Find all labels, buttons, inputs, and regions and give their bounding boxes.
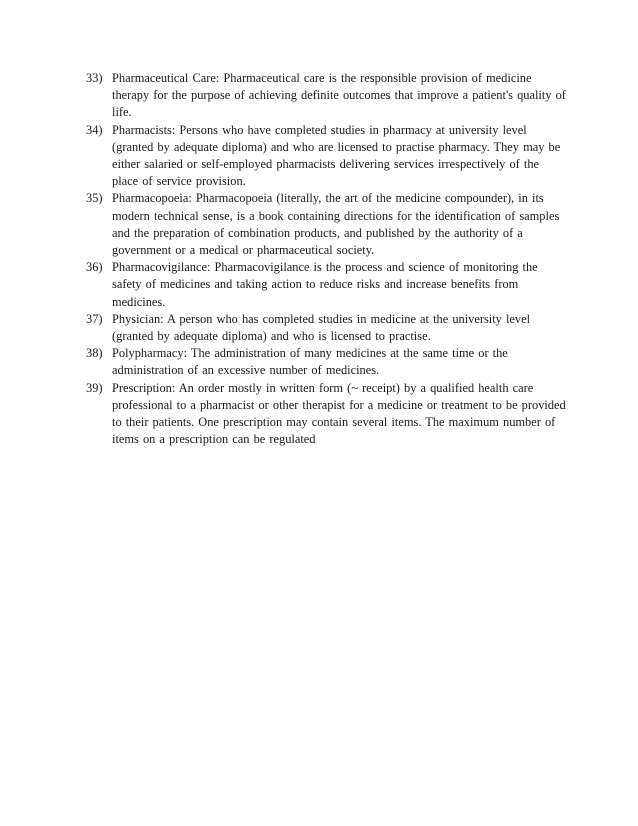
item-number: 38) bbox=[86, 346, 103, 361]
definitions-list bbox=[86, 70, 566, 448]
list-item bbox=[86, 380, 566, 449]
item-text: Prescription: An order mostly in written form (~ receipt) by a qualified health care professional to a pharmacist or other therapist for a medicine or treatment to be provided to their patients. One prescription may contain several items. The maximum number of items on a prescription can be regulated bbox=[112, 380, 566, 447]
list-item bbox=[86, 122, 566, 191]
item-number: 39) bbox=[86, 380, 103, 395]
item-text: Pharmacovigilance: Pharmacovigilance is the process and science of monitoring the safety of medicines and taking action to reduce risks and increase benefits from medicines. bbox=[112, 260, 538, 309]
item-text: Pharmacists: Persons who have completed studies in pharmacy at university level (granted by adequate diploma) and who are licensed to practise pharmacy. They may be either salaried or self-employed pharmacists delivering services irrespectively of the place of service provision. bbox=[112, 122, 561, 189]
item-text: Pharmaceutical Care: Pharmaceutical care is the responsible provision of medicine therapy for the purpose of achieving definite outcomes that improve a patient's quality of life. bbox=[112, 71, 566, 120]
item-text: Physician: A person who has completed studies in medicine at the university level (granted by adequate diploma) and who is licensed to practise. bbox=[112, 311, 531, 344]
list-item bbox=[86, 70, 566, 122]
item-number: 36) bbox=[86, 260, 103, 275]
list-item bbox=[86, 311, 566, 345]
item-number: 37) bbox=[86, 311, 103, 326]
item-text: Pharmacopoeia: Pharmacopoeia (literally, the art of the medicine compounder), in its modern technical sense, is a book containing directions for the identification of samples and the preparation of combination products, and published by the authority of a government or a medical or pharmaceutical society. bbox=[112, 191, 560, 258]
item-number: 35) bbox=[86, 191, 103, 206]
item-text: Polypharmacy: The administration of many medicines at the same time or the administration of an excessive number of medicines. bbox=[112, 346, 508, 378]
list-item bbox=[86, 190, 566, 259]
item-number: 33) bbox=[86, 71, 103, 85]
item-number: 34) bbox=[86, 122, 103, 137]
list-item bbox=[86, 345, 566, 379]
list-item bbox=[86, 259, 566, 311]
